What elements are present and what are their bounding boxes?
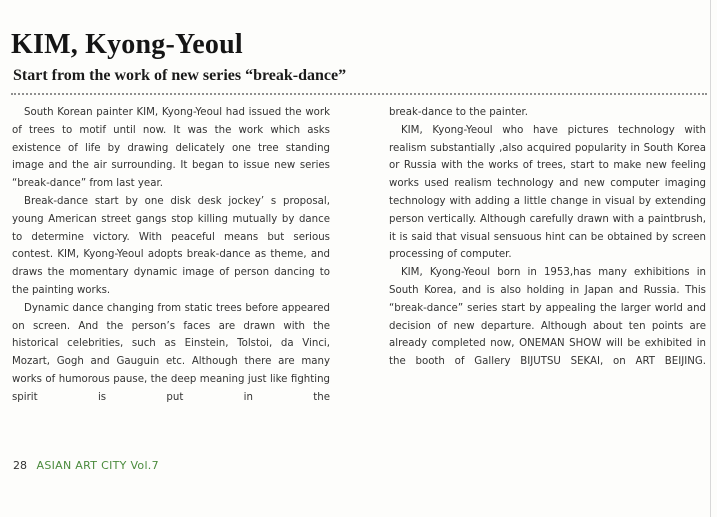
paragraph: break-dance to the painter. xyxy=(389,107,528,118)
article-title: KIM, Kyong-Yeoul xyxy=(11,29,243,60)
paragraph: Break-dance start by one disk desk jockey’ s proposal, young American street gangs stop killing mutually by dance to determine victory. With peaceful means but serious contest. KIM, Kyong-Yeoul adopts break-dance as theme, and draws the momentary dynamic image of person dancing to the painting works. xyxy=(12,195,330,296)
dotted-divider xyxy=(11,93,707,95)
paragraph: KIM, Kyong-Yeoul born in 1953,has many exhibitions in South Korea, and is also holding in Japan and Russia. This “break-dance” series start by appealing the larger world and decision of new departure. Although about ten points are already completed now, ONEMAN SHOW will be exhibited in the booth of Gallery BIJUTSU SEKAI, on ART BEIJING. xyxy=(389,267,706,368)
article-subtitle: Start from the work of new series “break-dance” xyxy=(13,67,347,84)
left-column xyxy=(12,104,330,407)
paragraph: Dynamic dance changing from static trees before appeared on screen. And the person’s faces are drawn with the historical celebrities, such as Einstein, Tolstoi, da Vinci, Mozart, Gogh and Gauguin etc. Although there are many works of humorous pause, the deep meaning just like fighting spirit is put in the xyxy=(12,302,330,403)
magazine-name: ASIAN ART CITY Vol.7 xyxy=(36,459,159,472)
right-column xyxy=(389,104,706,371)
page-footer xyxy=(13,459,159,472)
paragraph: South Korean painter KIM, Kyong-Yeoul had issued the work of trees to motif until now. It was the work which asks existence of life by drawing delicately one tree standing image and the air surrounding. It began to issue new series “break-dance” from last year. xyxy=(12,107,330,190)
page-number: 28 xyxy=(13,459,27,472)
paragraph: KIM, Kyong-Yeoul who have pictures technology with realism substantially ,also acquired popularity in South Korea or Russia with the works of trees, start to make new feeling works used realism technology and new computer imaging technology with adding a little change in visual by extending person vertically. Although carefully drawn with a paintbrush, it is said that visual sensuous hint can be obtained by screen processing of computer. xyxy=(389,124,706,261)
